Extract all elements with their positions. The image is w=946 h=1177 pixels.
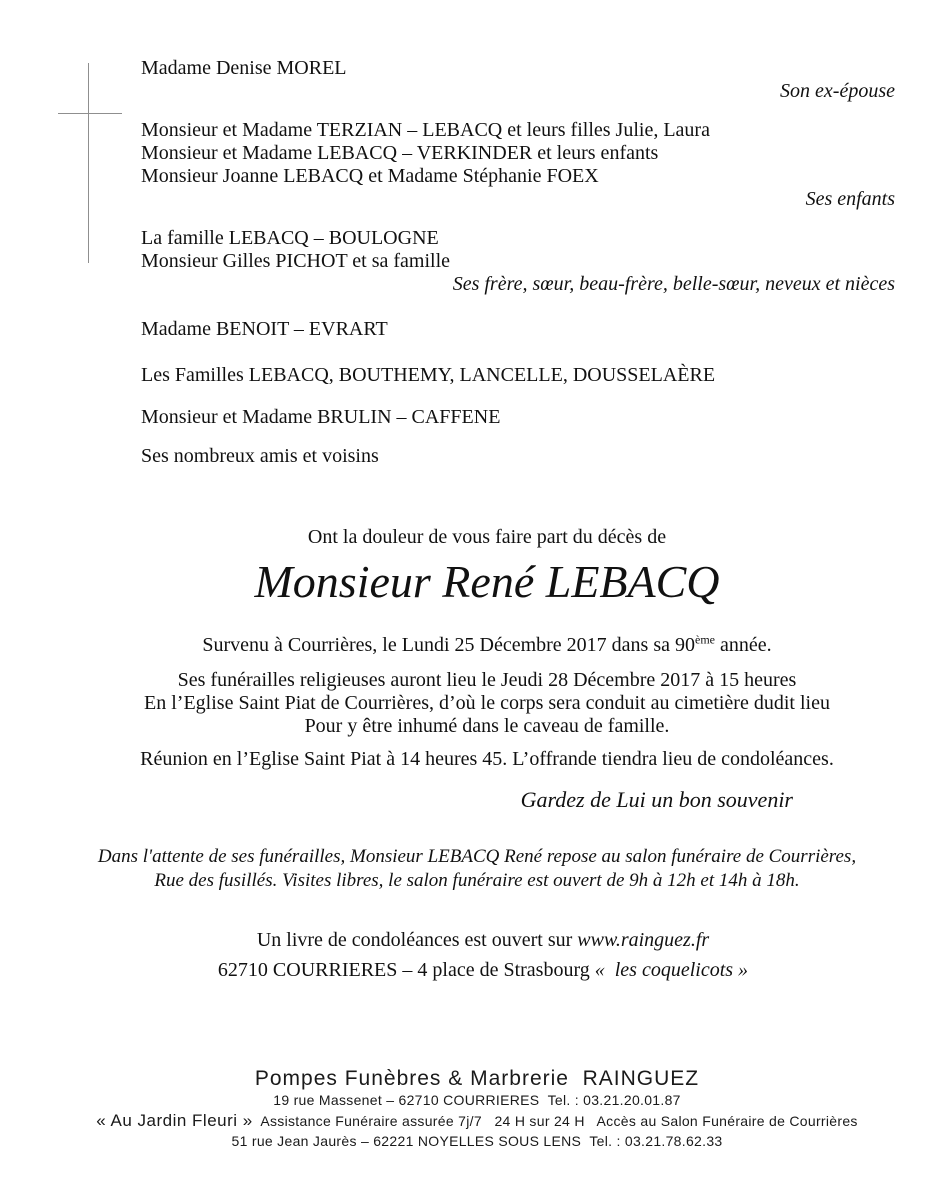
mourner-line: Monsieur et Madame BRULIN – CAFFENE xyxy=(141,406,501,428)
mourner-line: Ses nombreux amis et voisins xyxy=(141,445,379,467)
mourner-line: Madame Denise MOREL xyxy=(141,57,347,79)
salon-address-line xyxy=(0,959,946,982)
condolence-book-text: Un livre de condoléances est ouvert sur xyxy=(256,929,578,951)
company-address-1: 19 rue Massenet – 62710 COURRIERES Tel. : 03.21.20.01.87 xyxy=(273,1092,681,1108)
ordinal-superscript: ème xyxy=(695,632,715,647)
death-notice xyxy=(0,634,946,657)
relation-caption: Son ex-épouse xyxy=(780,80,895,102)
relation-caption: Ses enfants xyxy=(805,188,895,210)
services-text: Assistance Funéraire assurée 7j/7 24 H sur 24 H Accès au Salon Funéraire de Courrières xyxy=(252,1113,858,1129)
brand-name: « Au Jardin Fleuri » xyxy=(96,1111,253,1130)
mourners-section xyxy=(0,0,946,468)
footer xyxy=(0,1066,946,1151)
mourner-group xyxy=(0,227,946,296)
death-notice-text: Survenu à Courrières, le Lundi 25 Décembre 2017 dans sa 90 xyxy=(202,634,695,656)
crop-mark-horizontal xyxy=(58,113,122,114)
mourner-group xyxy=(0,119,946,211)
salon-name-quote: « les coquelicots » xyxy=(594,959,749,981)
mourner-line: Monsieur et Madame TERZIAN – LEBACQ et leurs filles Julie, Laura xyxy=(141,119,710,141)
condolence-book-line xyxy=(0,929,946,952)
mourner-line: Madame BENOIT – EVRART xyxy=(141,318,388,340)
remembrance-motto: Gardez de Lui un bon souvenir xyxy=(520,787,793,812)
meeting-line: Réunion en l’Eglise Saint Piat à 14 heures 45. L’offrande tiendra lieu de condoléances. xyxy=(140,748,834,770)
repose-line: Dans l'attente de ses funérailles, Monsieur LEBACQ René repose au salon funéraire de Courrières, xyxy=(97,846,857,867)
brand-and-services-line xyxy=(8,1110,946,1132)
company-name: Pompes Funèbres & Marbrerie RAINGUEZ xyxy=(254,1067,700,1090)
mourner-group xyxy=(0,364,946,387)
funeral-details xyxy=(0,669,946,738)
funeral-line: Ses funérailles religieuses auront lieu le Jeudi 28 Décembre 2017 à 15 heures xyxy=(177,669,797,691)
death-notice-text: année. xyxy=(715,634,772,656)
mourner-line: La famille LEBACQ – BOULOGNE xyxy=(141,227,439,249)
relation-caption: Ses frère, sœur, beau-frère, belle-sœur, neveux et nièces xyxy=(452,273,895,295)
mourner-line: Monsieur et Madame LEBACQ – VERKINDER et leurs enfants xyxy=(141,142,659,164)
repose-line: Rue des fusillés. Visites libres, le salon funéraire est ouvert de 9h à 12h et 14h à 18h. xyxy=(154,870,800,891)
announcement-intro: Ont la douleur de vous faire part du décès de xyxy=(307,526,667,548)
mourner-line: Monsieur Joanne LEBACQ et Madame Stéphanie FOEX xyxy=(141,165,599,187)
crop-mark-vertical xyxy=(88,63,89,263)
repose-notice xyxy=(0,845,946,893)
mourner-group xyxy=(0,318,946,341)
mourner-line: Les Familles LEBACQ, BOUTHEMY, LANCELLE, DOUSSELAÈRE xyxy=(141,364,716,386)
mourner-group xyxy=(0,406,946,429)
mourner-group xyxy=(0,445,946,468)
company-address-2: 51 rue Jean Jaurès – 62221 NOYELLES SOUS LENS Tel. : 03.21.78.62.33 xyxy=(231,1133,723,1149)
deceased-name: Monsieur René LEBACQ xyxy=(254,556,720,607)
salon-address-text: 62710 COURRIERES – 4 place de Strasbourg xyxy=(217,959,595,981)
website-text: www.rainguez.fr xyxy=(577,929,710,951)
mourner-group xyxy=(0,57,946,103)
funeral-line: En l’Eglise Saint Piat de Courrières, d’où le corps sera conduit au cimetière dudit lieu xyxy=(144,692,830,714)
mourner-line: Monsieur Gilles PICHOT et sa famille xyxy=(141,250,451,272)
funeral-line: Pour y être inhumé dans le caveau de famille. xyxy=(304,715,670,737)
